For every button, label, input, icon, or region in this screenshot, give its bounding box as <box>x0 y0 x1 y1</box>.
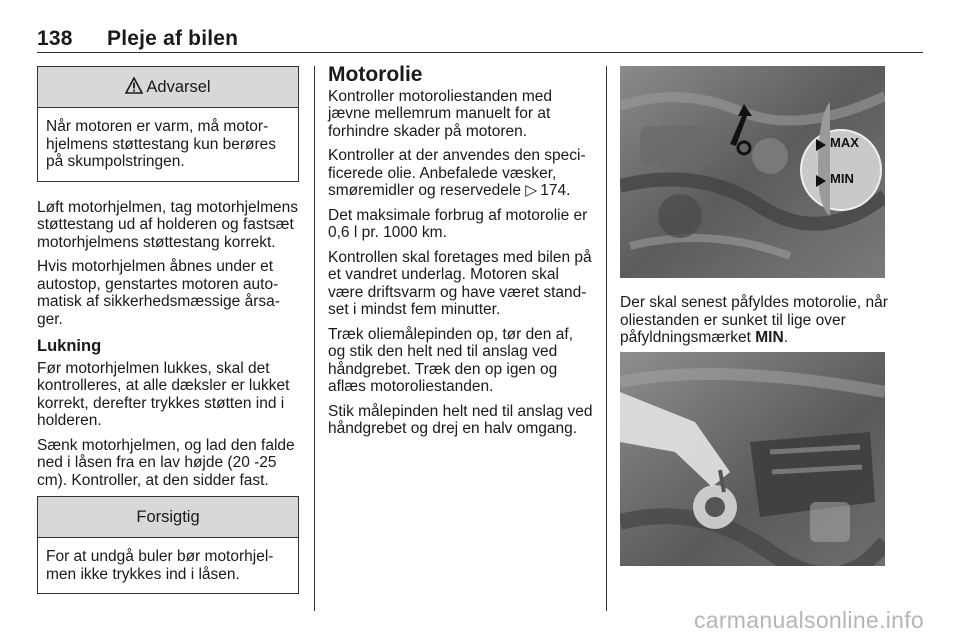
column-1 <box>37 66 299 594</box>
dipstick-max-label: MAX <box>830 135 859 150</box>
warning-title: Advarsel <box>146 78 211 96</box>
dipstick-photo <box>620 66 885 278</box>
page-number: 138 <box>37 27 73 50</box>
page-reference: 174 <box>540 182 567 199</box>
caution-text: For at undgå buler bør motorhjelmen ikke trykkes ind i låsen. <box>46 548 274 583</box>
paragraph-before-closing: Før motorhjelmen lukkes, skal det kontrolleres, at alle dæksler er lukket korrekt, derefter trykkes støtten ind i holderen. <box>37 359 290 429</box>
paragraph-specified-oil: Kontroller at der anvendes den specificerede olie. Anbefalede væsker, smøremidler og reservedele ▷ 174. <box>328 147 586 199</box>
caution-box <box>37 496 299 594</box>
paragraph-lower-hood: Sænk motorhjelmen, og lad den falde ned i låsen fra en lav højde (20 -25 cm). Kontroller, at den sidder fast. <box>37 436 295 489</box>
paragraph-insert-dipstick: Stik målepinden helt ned til anslag ved håndgrebet og drej en halv omgang. <box>328 402 593 437</box>
paragraph-pull-dipstick: Træk oliemålepinden op, tør den af, og stik den helt ned til anslag ved håndgrebet. Træk den op igen og aflæs motoroliestanden. <box>328 325 573 395</box>
paragraph-max-consumption: Det maksimale forbrug af motorolie er 0,6 l pr. 1000 km. <box>328 206 588 241</box>
oil-filling-photo <box>620 352 885 566</box>
warning-box <box>37 66 299 182</box>
warning-header <box>38 67 298 108</box>
dipstick-min-label: MIN <box>830 171 854 186</box>
heading-motorolie: Motorolie <box>328 63 423 86</box>
column-2 <box>328 63 594 445</box>
column-divider-2 <box>606 66 607 611</box>
paragraph-refill-oil: Der skal senest påfyldes motorolie, når oliestanden er sunket til lige over påfyldningsmærket MIN. <box>620 294 888 346</box>
header-rule <box>37 52 923 53</box>
column-3-text <box>620 294 890 354</box>
warning-triangle-icon <box>125 77 143 94</box>
footer-watermark: carmanualsonline.info <box>693 607 924 633</box>
column-divider-1 <box>314 66 315 611</box>
paragraph-check-level: Kontroller motoroliestanden med jævne mellemrum manuelt for at forhindre skader på motoren. <box>328 87 553 140</box>
min-mark: MIN <box>755 329 784 346</box>
page-header <box>37 27 238 51</box>
heading-lukning: Lukning <box>37 337 102 355</box>
page-ref-icon: ▷ <box>525 182 541 199</box>
paragraph-lift-hood: Løft motorhjelmen, tag motorhjelmens støttestang ud af holderen og fastsæt motorhjelmens støttestang korrekt. <box>37 198 299 251</box>
warning-text: Når motoren er varm, må motorhjelmens støttestang kun berøres på skumpolstringen. <box>46 118 277 170</box>
caution-header: Forsigtig <box>38 497 298 538</box>
paragraph-level-ground: Kontrollen skal foretages med bilen på et vandret underlag. Motoren skal være driftsvarm og have været standset i mindst fem minutter. <box>328 248 592 318</box>
page-title: Pleje af bilen <box>107 27 239 50</box>
paragraph-autostop: Hvis motorhjelmen åbnes under et autostop, genstartes motoren automatisk af sikkerhedsmæssige årsager. <box>37 258 280 328</box>
